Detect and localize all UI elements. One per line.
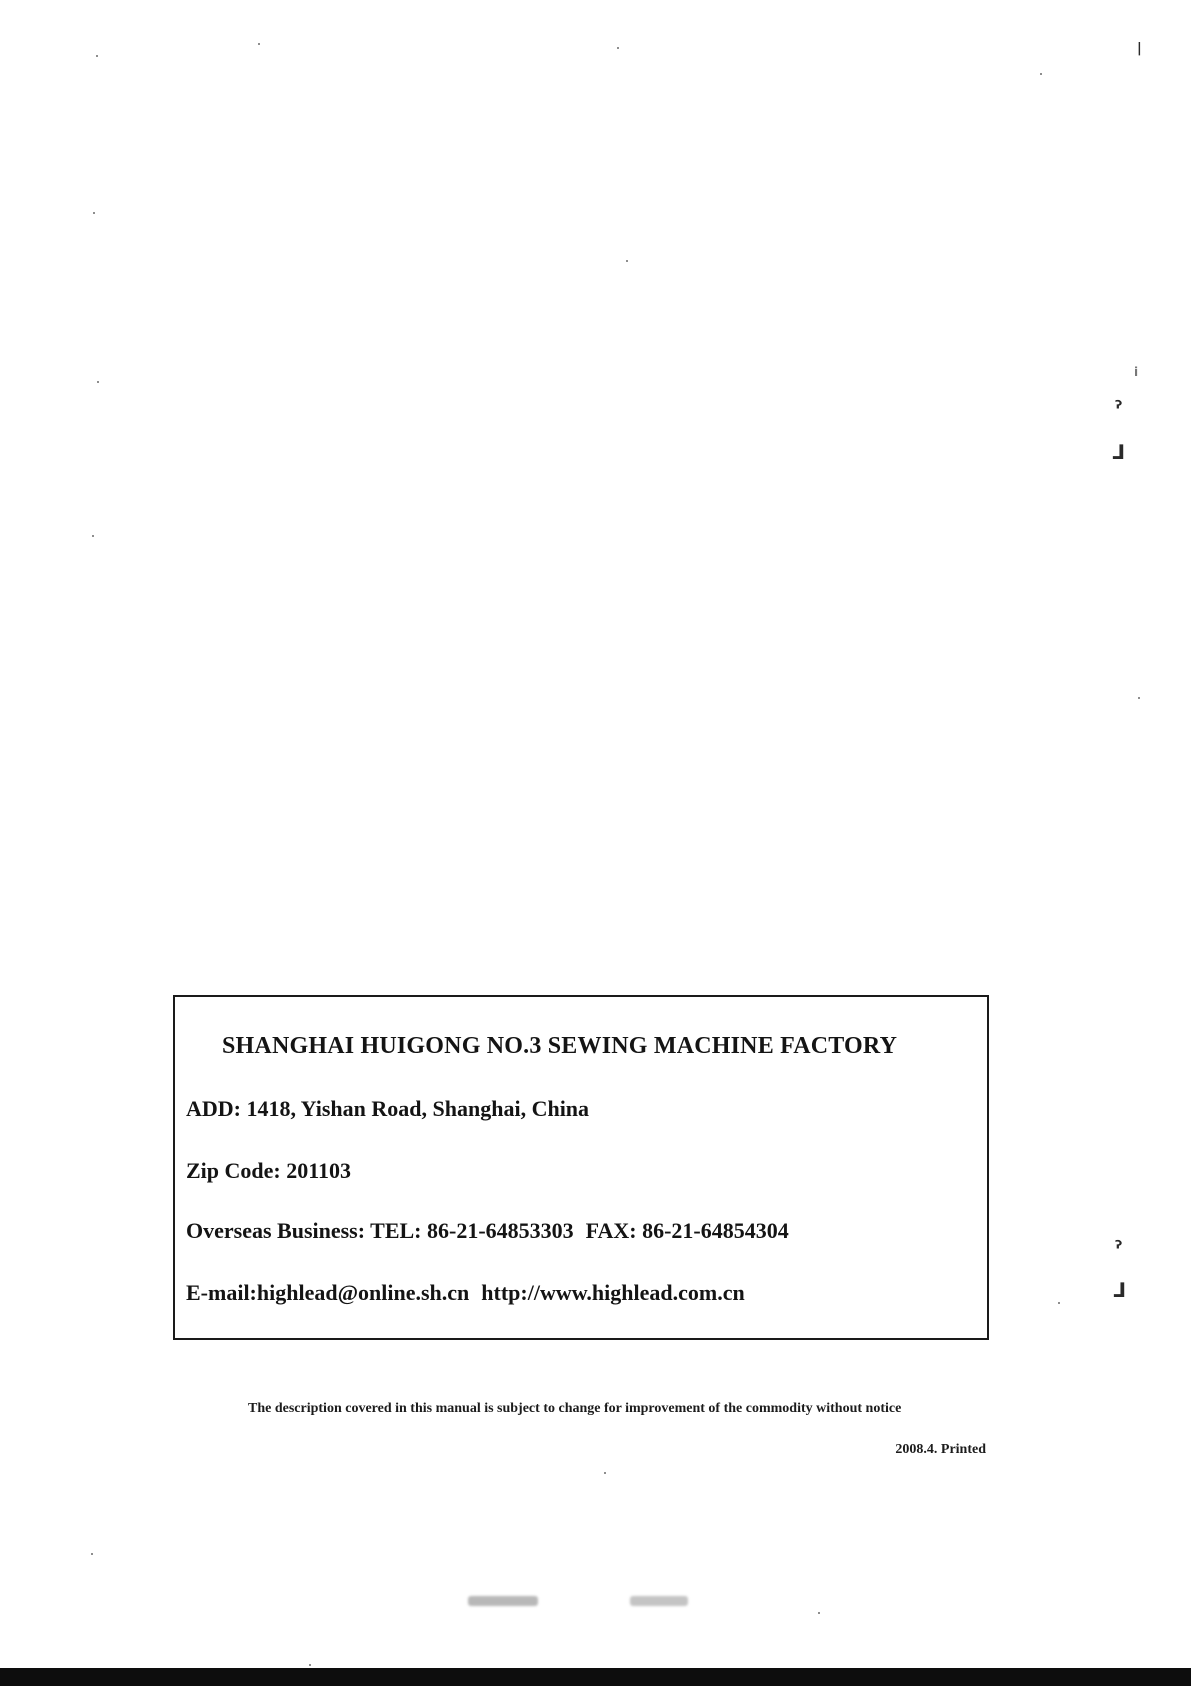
- scanner-edge-bar: [0, 1668, 1191, 1686]
- scan-speck: [617, 47, 619, 49]
- scan-speck: [604, 1472, 606, 1474]
- company-address: ADD: 1418, Yishan Road, Shanghai, China: [186, 1096, 590, 1121]
- scan-speck: [818, 1612, 820, 1614]
- company-email: E-mail:highlead@online.sh.cn: [186, 1280, 470, 1305]
- scan-speck: [1138, 697, 1140, 699]
- company-contact-phone: [186, 1218, 789, 1244]
- company-tel: Overseas Business: TEL: 86-21-64853303: [186, 1218, 574, 1243]
- scan-mark: ˀ: [1115, 1236, 1122, 1260]
- change-disclaimer: The description covered in this manual is subject to change for improvement of the commodity without notice: [248, 1401, 902, 1416]
- company-website: http://www.highlead.com.cn: [481, 1280, 745, 1305]
- scan-trace: [468, 1596, 538, 1606]
- scan-mark: ⅃: [1112, 440, 1125, 464]
- scan-mark: ⅃: [1113, 1278, 1126, 1302]
- scan-mark: ˀ: [1115, 396, 1122, 420]
- scan-speck: [1040, 73, 1042, 75]
- scan-speck: [92, 535, 94, 537]
- print-date: 2008.4. Printed: [895, 1442, 986, 1457]
- scan-trace: [630, 1596, 688, 1606]
- scan-speck: [97, 381, 99, 383]
- scan-speck: [1058, 1302, 1060, 1304]
- scan-mark: |: [1137, 41, 1142, 56]
- scan-speck: [96, 55, 98, 57]
- scan-speck: [258, 43, 260, 45]
- scan-speck: [309, 1664, 311, 1666]
- scan-speck: [91, 1553, 93, 1555]
- company-contact-online: [186, 1280, 745, 1306]
- company-name: SHANGHAI HUIGONG NO.3 SEWING MACHINE FACTORY: [222, 1033, 898, 1059]
- scan-speck: [626, 260, 628, 262]
- company-zip-code: Zip Code: 201103: [186, 1158, 352, 1183]
- scan-mark: i: [1134, 365, 1139, 379]
- scan-speck: [93, 212, 95, 214]
- company-fax: FAX: 86-21-64854304: [585, 1218, 789, 1243]
- company-info-box: [173, 995, 989, 1340]
